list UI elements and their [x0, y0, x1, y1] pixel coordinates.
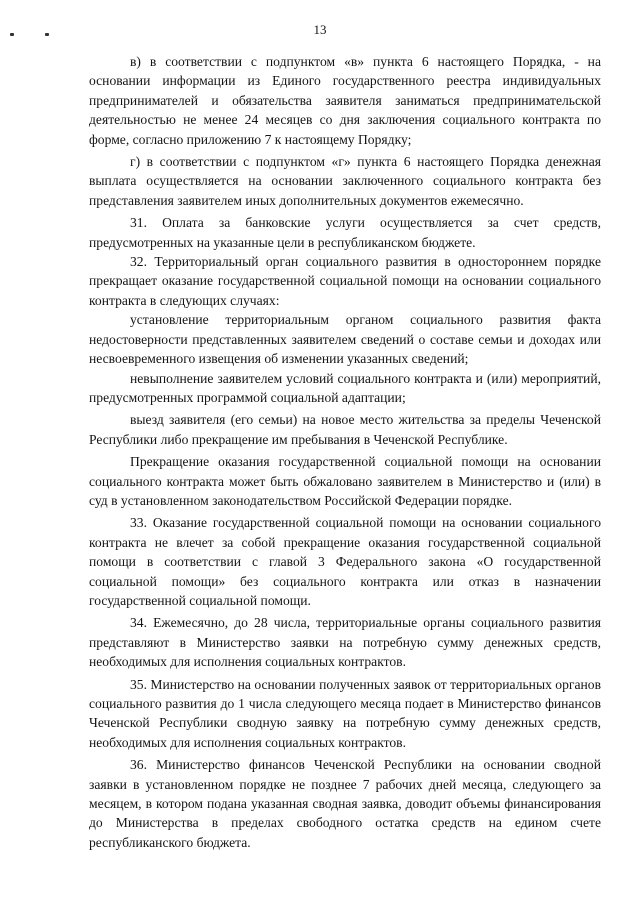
- paragraph-appeal: Прекращение оказания государственной социальной помощи на основании социального контракта может быть обжаловано заявителем в Министерство и (или) в суд в установленном законодательством Российской Федерации порядке.: [89, 454, 601, 508]
- paragraph-35: 35. Министерство на основании полученных заявок от территориальных органов социального развития до 1 числа следующего месяца подает в Министерство финансов Чеченской Республики сводную заявку на потребную сумму денежных средств, необходимых для исполнения социальных контрактов.: [89, 676, 601, 750]
- paragraph-g: г) в соответствии с подпунктом «г» пункта 6 настоящего Порядка денежная выплата осуществляется на основании заключенного социального контракта без представления заявителем иных дополнительных документов ежемесячно.: [89, 154, 601, 208]
- paragraph-32-case-3: выезд заявителя (его семьи) на новое место жительства за пределы Чеченской Республики либо прекращение им пребывания в Чеченской Республике.: [89, 412, 601, 447]
- paragraph-v: в) в соответствии с подпунктом «в» пункта 6 настоящего Порядка, - на основании информации из Единого государственного реестра индивидуальных предпринимателей и обязательства заявителя заниматься предпринимательской деятельностью не менее 24 месяцев со дня заключения социального контракта по форме, согласно приложению 7 к настоящему Порядку;: [89, 54, 601, 147]
- paragraph-31: 31. Оплата за банковские услуги осуществляется за счет средств, предусмотренных на указанные цели в республиканском бюджете.: [89, 215, 601, 250]
- paragraph-33: 33. Оказание государственной социальной помощи на основании социального контракта не влечет за собой прекращение оказания государственной социальной помощи в соответствии с главой 3 Федерального закона «О государственной социальной помощи» без социального контракта или отказ в назначении государственной социальной помощи.: [89, 515, 601, 608]
- paragraph-34: 34. Ежемесячно, до 28 числа, территориальные органы социального развития представляют в Министерство заявки на потребную сумму денежных средств, необходимых для исполнения социальных контрактов.: [89, 615, 601, 670]
- paragraph-36: 36. Министерство финансов Чеченской Республики на основании сводной заявки в установленном порядке не позднее 7 рабочих дней месяца, следующего за месяцем, в котором подана указанная сводная заявка, доводит объемы финансирования до Министерства в пределах свободного остатка средств на едином счете республиканского бюджета.: [89, 757, 601, 850]
- page-number: 13: [313, 22, 327, 37]
- document-body: [89, 52, 601, 852]
- paragraph-32-case-2: невыполнение заявителем условий социального контракта и (или) мероприятий, предусмотренных программой социальной адаптации;: [89, 370, 601, 405]
- paragraph-32: 32. Территориальный орган социального развития в одностороннем порядке прекращает оказание государственной социальной помощи на основании социального контракта в следующих случаях:: [89, 254, 601, 308]
- paragraph-32-case-1: установление территориальным органом социального развития факта недостоверности представленных заявителем сведений о составе семьи и доходах или несвоевременного извещения об изменении указанных сведений;: [89, 312, 601, 367]
